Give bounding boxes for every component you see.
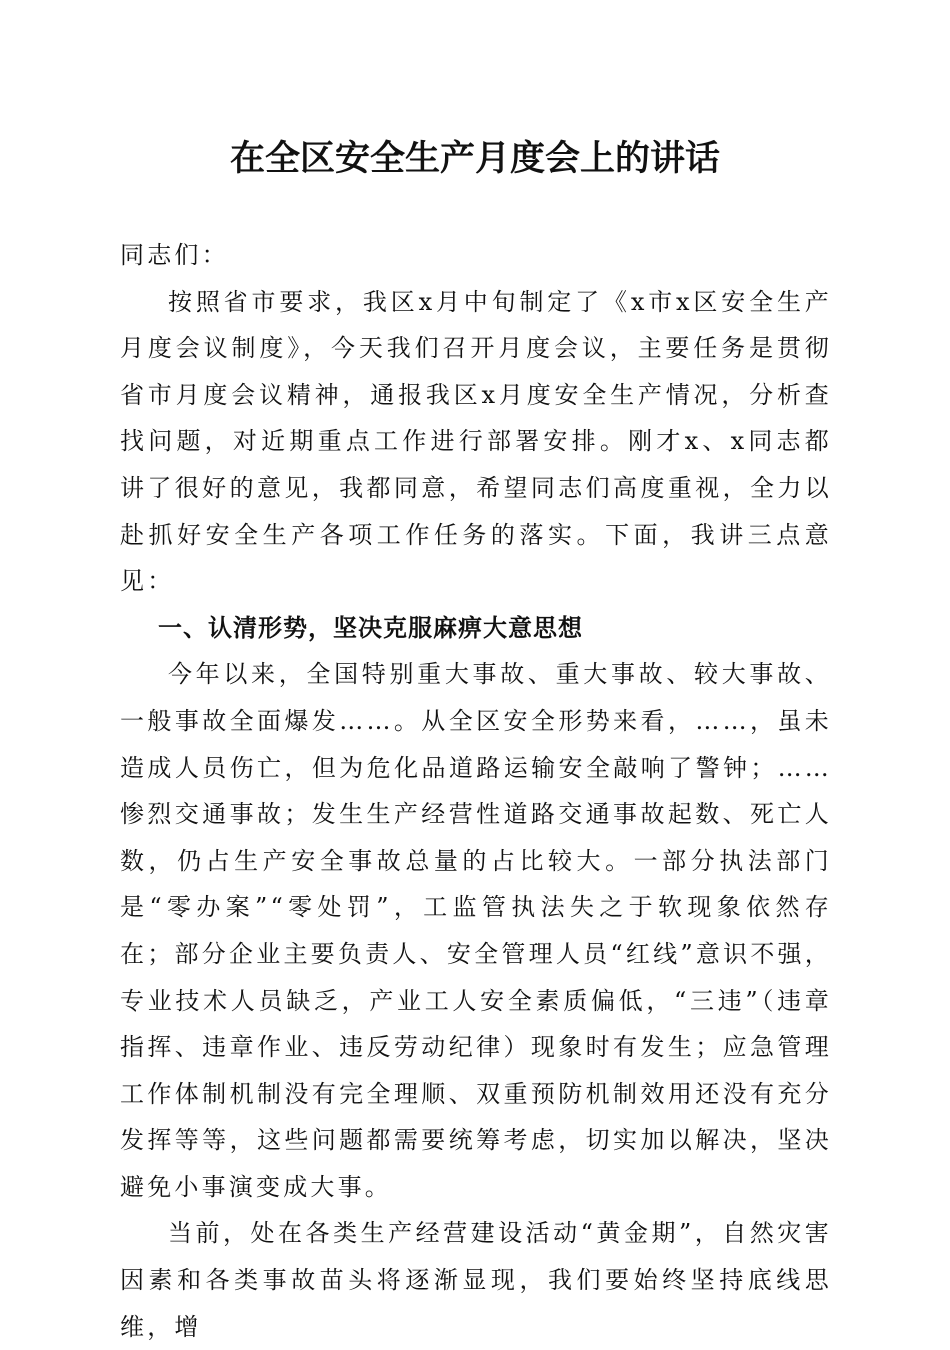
section-paragraph: 今年以来，全国特别重大事故、重大事故、较大事故、一般事故全面爆发……。从全区安全形势来看，……，虽未造成人员伤亡，但为危化品道路运输安全敲响了警钟；……惨烈交通事故；发生生产经营性道路交通事故起数、死亡人数，仍占生产安全事故总量的占比较大。一部分执法部门是“零办案”“零处罚”，工监管执法失之于软现象依然存在；部分企业主要负责人、安全管理人员“红线”意识不强，专业技术人员缺乏，产业工人安全素质偏低，“三违”（违章指挥、违章作业、违反劳动纪律）现象时有发生；应急管理工作体制机制没有完全理顺、双重预防机制效用还没有充分发挥等等，这些问题都需要统筹考虑，切实加以解决，坚决避免小事演变成大事。 — [120, 660, 832, 1201]
section-heading: 一、认清形势，坚决克服麻痹大意思想 — [158, 613, 583, 642]
salutation: 同志们： — [120, 241, 229, 269]
document-body — [120, 232, 832, 1350]
document-title: 在全区安全生产月度会上的讲话 — [229, 139, 720, 179]
section-paragraph: 当前，处在各类生产经营建设活动“黄金期”，自然灾害因素和各类事故苗头将逐渐显现，我们要始终坚持底线思维，增 — [120, 1219, 832, 1341]
intro-paragraph: 按照省市要求，我区x月中旬制定了《x市x区安全生产月度会议制度》，今天我们召开月度会议，主要任务是贯彻省市月度会议精神，通报我区x月度安全生产情况，分析查找问题，对近期重点工作进行部署安排。刚才x、x同志都讲了很好的意见，我都同意，希望同志们高度重视，全力以赴抓好安全生产各项工作任务的落实。下面，我讲三点意见： — [120, 287, 832, 596]
